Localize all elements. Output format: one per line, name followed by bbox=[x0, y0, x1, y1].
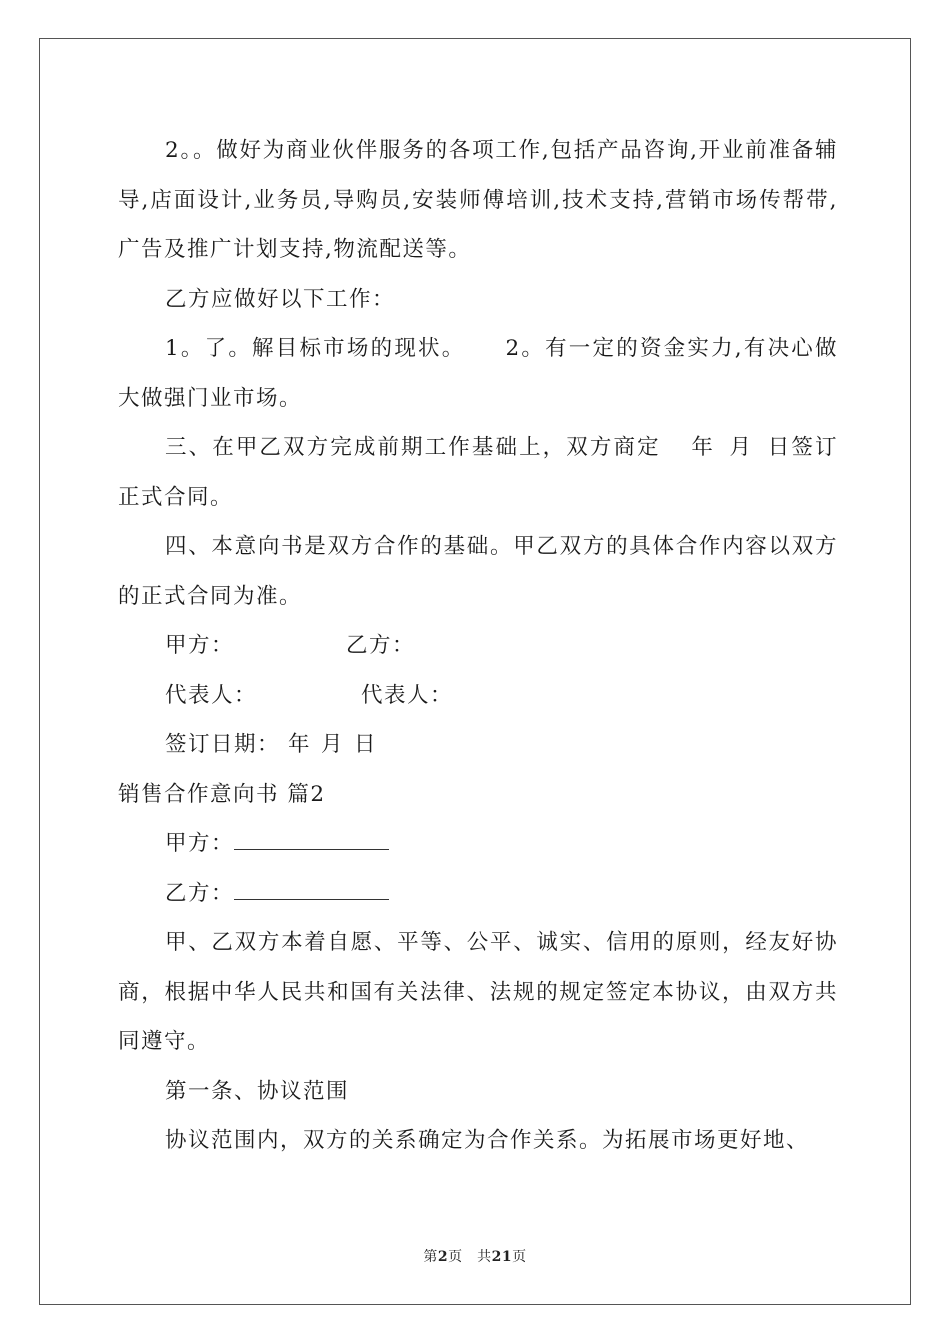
party-b-label: 乙方： bbox=[346, 633, 416, 658]
party-b-blank bbox=[234, 879, 389, 900]
paragraph-scope: 协议范围内，双方的关系确定为合作关系。为拓展市场更好地、 bbox=[165, 1128, 810, 1153]
signature-representatives bbox=[118, 671, 838, 721]
paragraph-basis: 四、本意向书是双方合作的基础。甲乙双方的具体合作内容以双方的正式合同为准。 bbox=[118, 534, 838, 609]
page-footer: 第2页 共21页 bbox=[423, 1249, 527, 1265]
signature-date: 签订日期： 年 月 日 bbox=[165, 732, 378, 757]
item-capital: 2。有一定的资金实力,有决心做大做强门业市场。 bbox=[118, 336, 839, 411]
article-1-heading: 第一条、协议范围 bbox=[165, 1078, 350, 1104]
party-a-line: 甲方： bbox=[118, 819, 838, 869]
paragraph-formal-contract: 三、在甲乙双方完成前期工作基础上，双方商定 年 月 日签订正式合同。 bbox=[118, 435, 838, 510]
party-a-blank bbox=[234, 829, 389, 850]
party-a-label: 甲方： bbox=[165, 633, 235, 658]
section-title: 销售合作意向书 篇2 bbox=[118, 781, 326, 807]
paragraph-services: 2。。做好为商业伙伴服务的各项工作,包括产品咨询,开业前准备辅导,店面设计,业务员,导购员,安装师傅培训,技术支持,营销市场传帮带,广告及推广计划支持,物流配送等。 bbox=[118, 138, 838, 262]
item-market-research: 1。了。解目标市场的现状。 bbox=[165, 336, 466, 361]
signature-parties bbox=[118, 621, 838, 671]
document-body bbox=[118, 126, 838, 1166]
paragraph-party-b-items bbox=[118, 324, 838, 423]
rep-a-label: 代表人： bbox=[165, 682, 258, 708]
paragraph-party-b-duties: 乙方应做好以下工作： bbox=[165, 286, 396, 312]
total-page-number: 21 bbox=[491, 1249, 513, 1265]
rep-b-label: 代表人： bbox=[361, 682, 454, 708]
current-page-number: 2 bbox=[437, 1249, 449, 1265]
paragraph-principles: 甲、乙双方本着自愿、平等、公平、诚实、信用的原则，经友好协商，根据中华人民共和国有关法律、法规的规定签定本协议，由双方共同遵守。 bbox=[118, 930, 838, 1054]
party-b-line: 乙方： bbox=[118, 869, 838, 919]
